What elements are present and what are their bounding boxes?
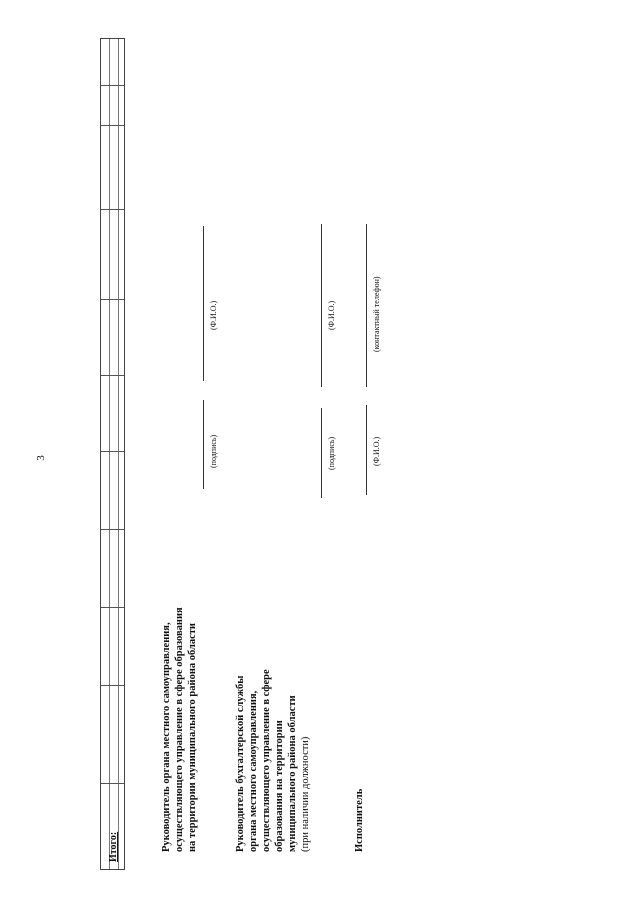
accountant-note: (при наличии должности) <box>300 736 311 852</box>
accountant-name-caption: (Ф.И.О.) <box>327 300 336 330</box>
accountant-signature-caption: (подпись) <box>327 436 336 470</box>
head-name-line <box>203 226 204 381</box>
executor-name-line <box>366 405 367 495</box>
totals-table <box>100 38 125 870</box>
accountant-line: образования на территории <box>274 720 285 852</box>
head-signature-line <box>203 400 204 489</box>
head-name-caption: (Ф.И.О.) <box>209 300 218 330</box>
accountant-signature-line <box>321 408 322 498</box>
accountant-line: Руководитель бухгалтерской службы <box>235 675 246 852</box>
head-line: осуществляющего управление в сфере образования <box>174 607 185 852</box>
head-line: Руководитель органа местного самоуправления, <box>161 622 172 852</box>
accountant-title <box>234 669 312 852</box>
head-title <box>160 607 199 852</box>
head-signature-caption: (подпись) <box>209 434 218 468</box>
accountant-line: муниципального района области <box>287 695 298 852</box>
accountant-line: осуществляющего управление в сфере <box>261 669 272 852</box>
head-line: на территории муниципального района области <box>187 623 198 852</box>
total-label: Итого: <box>108 831 119 862</box>
page-number: 3 <box>34 455 47 461</box>
executor-label: Исполнитель <box>354 788 365 852</box>
executor-phone-line <box>366 224 367 387</box>
accountant-name-line <box>321 224 322 387</box>
executor-name-caption: (Ф.И.О.) <box>372 436 381 466</box>
accountant-line: органа местного самоуправления, <box>248 690 259 852</box>
executor-phone-caption: (контактный телефон) <box>372 276 381 352</box>
